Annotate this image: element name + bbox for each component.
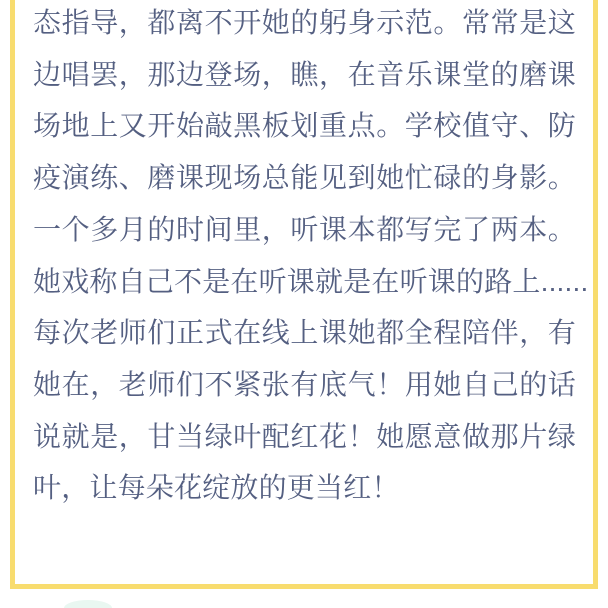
article-paragraph <box>15 0 593 514</box>
paragraph-line: 态指导，都离不开她的躬身示范。常常是这 <box>33 7 576 38</box>
paragraph-line: 她在，老师们不紧张有底气！用她自己的话 <box>33 368 576 400</box>
paragraph-line: 疫演练、磨课现场总能见到她忙碌的身影。 <box>33 162 576 194</box>
paragraph-line: 叶，让每朵花绽放的更当红！ <box>33 472 400 504</box>
yellow-bordered-article-card <box>10 0 598 589</box>
paragraph-line: 每次老师们正式在线上课她都全程陪伴，有 <box>33 317 576 349</box>
paragraph-line: 她戏称自己不是在听课就是在听课的路上...... <box>33 265 589 297</box>
paragraph-line: 边唱罢，那边登场，瞧，在音乐课堂的磨课 <box>33 58 576 90</box>
paragraph-line: 场地上又开始敲黑板划重点。学校值守、防 <box>33 110 576 142</box>
paragraph-line: 一个多月的时间里，听课本都写完了两本。 <box>33 213 576 245</box>
bottom-decoration-shape <box>64 600 112 608</box>
paragraph-line: 说就是，甘当绿叶配红花！她愿意做那片绿 <box>33 420 576 452</box>
